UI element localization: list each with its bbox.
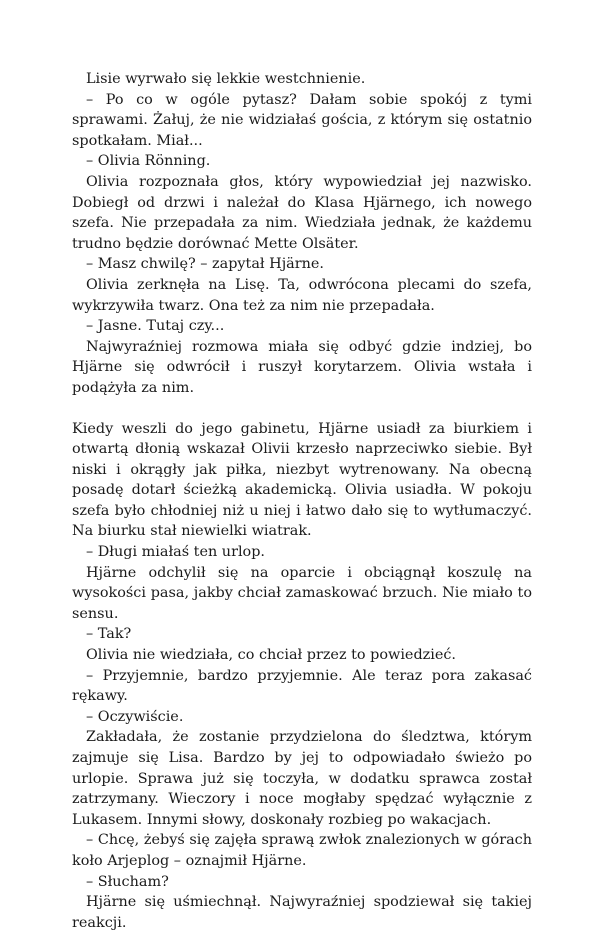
- section-opening-paragraph: Kiedy weszli do jego gabinetu, Hjärne usiadł za biurkiem i otwartą dłonią wskazał Olivii krzesło naprzeciwko siebie. Był niski i okrągły jak piłka, niezbyt wytrenowany. Na obecną posadę dotarł ścieżką akademicką. Olivia usiadła. W pokoju szefa było chłodniej niż u niej i łatwo dało się to wytłumaczyć. Na biurku stał niewielki wiatrak.: [72, 420, 532, 540]
- paragraph: Zakładała, że zostanie przydzielona do śledztwa, którym zajmuje się Lisa. Bardzo by jej to odpowiadało świeżo po urlopie. Sprawa już się toczyła, w dodatku sprawca został zatrzymany. Wieczory i noce mogłaby spędzać wyłącznie z Lukasem. Innymi słowy, doskonały rozbieg po wakacjach.: [72, 729, 532, 828]
- paragraph: Hjärne się uśmiechnął. Najwyraźniej spodziewał się takiej reakcji.: [72, 894, 532, 931]
- section-break: [72, 399, 532, 419]
- paragraph: – Po co w ogóle pytasz? Dałam sobie spokój z tymi sprawami. Żałuj, że nie widziałaś gościa, z którym się ostatnio spotkałam. Miał...: [72, 91, 532, 149]
- paragraph: Olivia zerknęła na Lisę. Ta, odwrócona plecami do szefa, wykrzywiła twarz. Ona też za nim nie przepadała.: [72, 276, 532, 314]
- paragraph: – Słucham?: [86, 873, 169, 890]
- paragraph: – Tak?: [86, 626, 132, 643]
- paragraph: – Chcę, żebyś się zajęła sprawą zwłok znalezionych w górach koło Arjeplog – oznajmił Hjärne.: [72, 832, 532, 869]
- book-page: [72, 69, 532, 933]
- paragraph: – Oczywiście.: [86, 708, 184, 725]
- paragraph: – Jasne. Tutaj czy...: [86, 318, 225, 335]
- paragraph: Lisie wyrwało się lekkie westchnienie.: [86, 71, 366, 87]
- paragraph: Najwyraźniej rozmowa miała się odbyć gdzie indziej, bo Hjärne się odwrócił i ruszył korytarzem. Olivia wstała i podążyła za nim.: [72, 338, 532, 396]
- paragraph: – Długi miałaś ten urlop.: [86, 544, 266, 561]
- paragraph: Hjärne odchylił się na oparcie i obciągnął koszulę na wysokości pasa, jakby chciał zamaskować brzuch. Nie miało to sensu.: [72, 564, 532, 622]
- paragraph: Olivia rozpoznała głos, który wypowiedział jej nazwisko. Dobiegł od drzwi i należał do Klasa Hjärnego, ich nowego szefa. Nie przepadała za nim. Wiedziała jednak, że każdemu trudno będzie dorównać Mette Olsäter.: [72, 173, 532, 252]
- paragraph: – Przyjemnie, bardzo przyjemnie. Ale teraz pora zakasać rękawy.: [72, 667, 532, 705]
- paragraph: – Masz chwilę? – zapytał Hjärne.: [86, 256, 324, 273]
- paragraph: Olivia nie wiedziała, co chciał przez to powiedzieć.: [86, 647, 456, 664]
- paragraph: – Olivia Rönning.: [86, 153, 211, 170]
